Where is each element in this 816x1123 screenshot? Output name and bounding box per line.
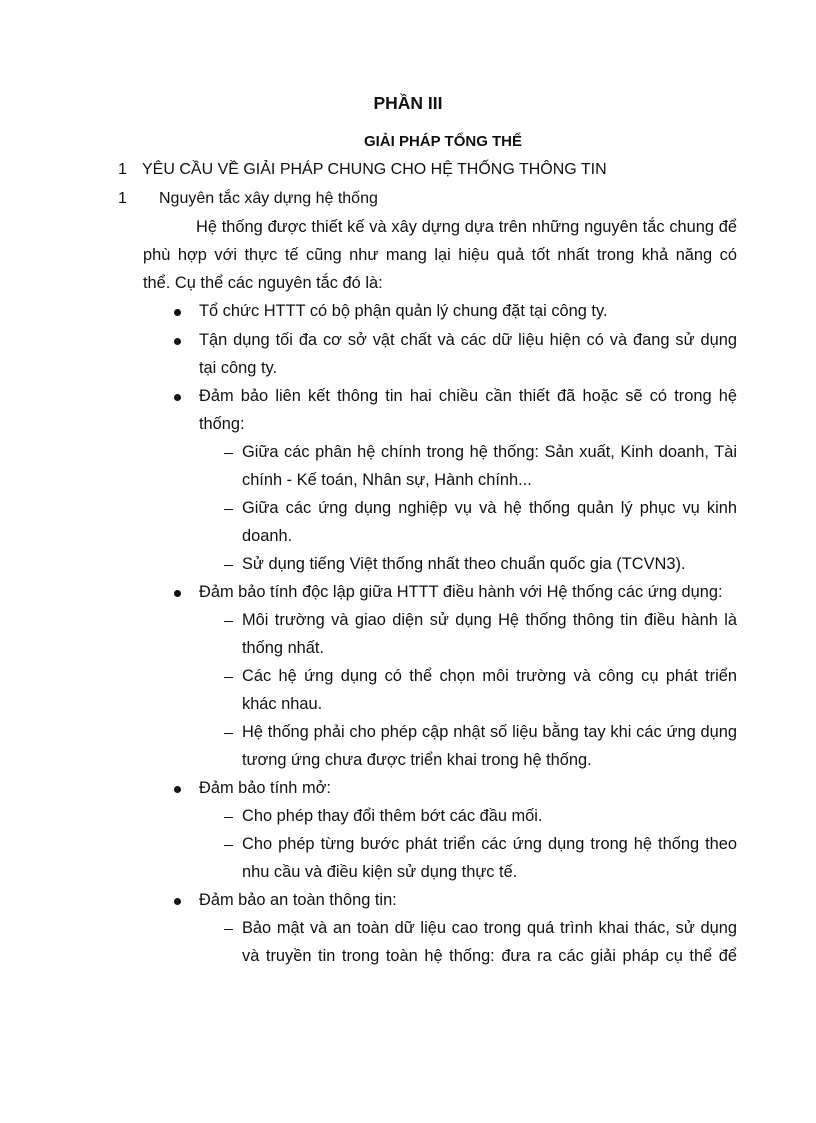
- bullet-icon: [174, 898, 181, 905]
- sub-list-item: Giữa các phân hệ chính trong hệ thống: Sản xuất, Kinh doanh, Tài: [242, 443, 737, 461]
- bullet-icon: [174, 394, 181, 401]
- heading-1-text: YÊU CẦU VỀ GIẢI PHÁP CHUNG CHO HỆ THỐNG THÔNG TIN: [142, 161, 607, 178]
- list-item: Đảm bảo tính mở:: [199, 779, 331, 797]
- sub-list-item: Giữa các ứng dụng nghiệp vụ và hệ thống quản lý phục vụ kinh: [242, 499, 737, 517]
- dash-icon: [224, 453, 233, 454]
- bullet-icon: [174, 338, 181, 345]
- intro-line: phù hợp với thực tế cũng như mang lại hiệu quả tốt nhất trong khả năng có: [143, 246, 737, 264]
- bullet-icon: [174, 590, 181, 597]
- sub-list-item: Cho phép từng bước phát triển các ứng dụng trong hệ thống theo: [242, 835, 737, 853]
- sub-list-item-continued: tương ứng chưa được triển khai trong hệ thống.: [242, 751, 592, 769]
- dash-icon: [224, 677, 233, 678]
- list-item: Đảm bảo an toàn thông tin:: [199, 891, 397, 909]
- dash-icon: [224, 817, 233, 818]
- list-item: Đảm bảo liên kết thông tin hai chiều cần thiết đã hoặc sẽ có trong hệ: [199, 387, 737, 405]
- sub-list-item: Bảo mật và an toàn dữ liệu cao trong quá trình khai thác, sử dụng: [242, 919, 737, 937]
- bullet-icon: [174, 309, 181, 316]
- bullet-icon: [174, 786, 181, 793]
- intro-line: thể. Cụ thể các nguyên tắc đó là:: [143, 274, 383, 292]
- sub-list-item-continued: khác nhau.: [242, 695, 323, 713]
- sub-list-item-continued: và truyền tin trong toàn hệ thống: đưa ra các giải pháp cụ thể để: [242, 947, 737, 965]
- list-item-continued: tại công ty.: [199, 359, 278, 377]
- heading-1: [118, 161, 607, 179]
- list-item: Tận dụng tối đa cơ sở vật chất và các dữ liệu hiện có và đang sử dụng: [199, 331, 737, 349]
- heading-2: [118, 190, 378, 208]
- sub-list-item: Cho phép thay đổi thêm bớt các đầu mối.: [242, 807, 543, 825]
- sub-list-item: Sử dụng tiếng Việt thống nhất theo chuẩn quốc gia (TCVN3).: [242, 555, 686, 573]
- heading-2-number: 1: [118, 190, 127, 207]
- sub-list-item-continued: doanh.: [242, 527, 293, 545]
- dash-icon: [224, 565, 233, 566]
- section-title: GIẢI PHÁP TỔNG THỂ: [363, 133, 523, 150]
- intro-line: Hệ thống được thiết kế và xây dựng dựa trên những nguyên tắc chung để: [196, 218, 737, 236]
- sub-list-item-continued: nhu cầu và điều kiện sử dụng thực tế.: [242, 863, 518, 881]
- list-item-continued: thống:: [199, 415, 245, 433]
- sub-list-item: Môi trường và giao diện sử dụng Hệ thống thông tin điều hành là: [242, 611, 737, 629]
- dash-icon: [224, 845, 233, 846]
- dash-icon: [224, 733, 233, 734]
- sub-list-item-continued: chính - Kế toán, Nhân sự, Hành chính...: [242, 471, 532, 489]
- list-item: Tổ chức HTTT có bộ phận quản lý chung đặt tại công ty.: [199, 302, 608, 320]
- heading-2-text: Nguyên tắc xây dựng hệ thống: [159, 190, 378, 207]
- part-title: PHẦN III: [373, 93, 443, 113]
- list-item: Đảm bảo tính độc lập giữa HTTT điều hành với Hệ thống các ứng dụng:: [199, 583, 723, 601]
- dash-icon: [224, 929, 233, 930]
- sub-list-item: Các hệ ứng dụng có thể chọn môi trường và công cụ phát triển: [242, 667, 737, 685]
- dash-icon: [224, 621, 233, 622]
- sub-list-item-continued: thống nhất.: [242, 639, 325, 657]
- sub-list-item: Hệ thống phải cho phép cập nhật số liệu bằng tay khi các ứng dụng: [242, 723, 737, 741]
- heading-1-number: 1: [118, 161, 127, 178]
- dash-icon: [224, 509, 233, 510]
